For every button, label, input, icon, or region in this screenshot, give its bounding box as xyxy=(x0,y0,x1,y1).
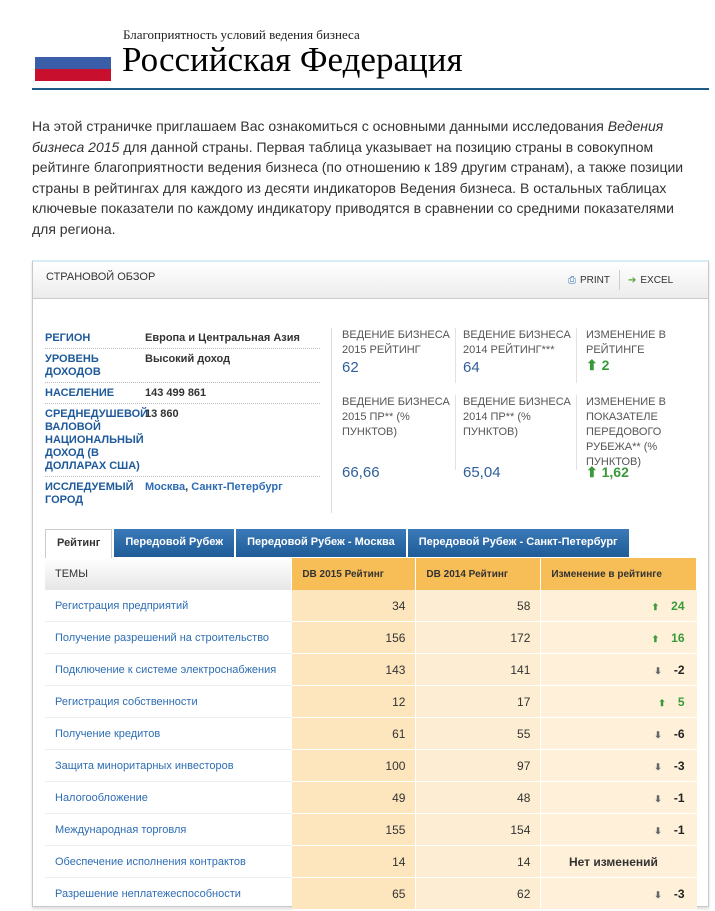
rank-2014: 62 xyxy=(416,878,541,910)
table-row xyxy=(45,686,697,718)
rankings-table xyxy=(45,558,697,910)
tab-bar xyxy=(45,529,631,558)
rank-2014: 58 xyxy=(416,590,541,622)
arrow-up-icon: ⬆ xyxy=(651,601,660,612)
arrow-down-icon: ⬇ xyxy=(654,825,662,836)
rank-2015: 12 xyxy=(292,686,416,718)
stat-block xyxy=(586,328,696,373)
topic-link[interactable]: Регистрация собственности xyxy=(45,686,292,718)
rank-change xyxy=(541,814,697,846)
divider xyxy=(455,328,456,383)
stat-value xyxy=(463,360,573,375)
arrow-right-icon: ➔ xyxy=(628,275,637,286)
rank-2014: 172 xyxy=(416,622,541,654)
stat-number: 62 xyxy=(342,359,359,376)
change-value: -1 xyxy=(673,822,685,837)
stat-number: 65,04 xyxy=(463,464,501,481)
divider xyxy=(455,395,456,470)
stat-number: 2 xyxy=(601,357,610,373)
excel-button[interactable] xyxy=(628,275,673,286)
rank-change xyxy=(541,590,697,622)
stat-label: ВЕДЕНИЕ БИЗНЕСА 2015 РЕЙТИНГ xyxy=(342,329,450,356)
intro-italic: Ведения бизнеса 2015 xyxy=(32,118,664,155)
arrow-up-icon: ⬆ xyxy=(651,633,660,644)
rank-change xyxy=(541,622,697,654)
stat-block xyxy=(342,395,452,481)
change-value: -3 xyxy=(673,758,685,773)
topic-link[interactable]: Международная торговля xyxy=(45,814,292,846)
stat-value xyxy=(342,360,452,375)
info-row xyxy=(45,349,320,383)
stat-label: ВЕДЕНИЕ БИЗНЕСА 2014 ПР** (% ПУНКТОВ) xyxy=(463,396,571,438)
change-value: 24 xyxy=(671,598,685,613)
print-button[interactable] xyxy=(568,275,610,286)
city-link-moscow[interactable]: Москва xyxy=(145,481,186,493)
arrow-up-icon: ⬆ xyxy=(586,357,602,373)
topic-link[interactable]: Регистрация предприятий xyxy=(45,590,292,622)
page-title: Российская Федерация xyxy=(122,40,463,79)
arrow-up-icon: ⬆ xyxy=(586,464,602,480)
column-header: DB 2014 Рейтинг xyxy=(416,558,541,590)
column-header: DB 2015 Рейтинг xyxy=(292,558,416,590)
arrow-down-icon: ⬇ xyxy=(654,793,662,804)
stat-block xyxy=(463,395,573,481)
rank-2014: 55 xyxy=(416,718,541,750)
print-label: PRINT xyxy=(580,275,610,286)
divider xyxy=(32,88,709,90)
table-row xyxy=(45,878,697,910)
info-value: Высокий доход xyxy=(145,353,231,365)
rank-2014: 14 xyxy=(416,846,541,878)
stat-label: ИЗМЕНЕНИЕ В РЕЙТИНГЕ xyxy=(586,329,666,356)
country-info xyxy=(45,328,320,510)
change-value: -1 xyxy=(673,790,685,805)
info-label: НАСЕЛЕНИЕ xyxy=(45,387,115,399)
topic-link[interactable]: Защита миноритарных инвесторов xyxy=(45,750,292,782)
rank-change xyxy=(541,654,697,686)
city-link-spb[interactable]: Санкт-Петербург xyxy=(191,481,283,493)
stat-value xyxy=(586,358,696,373)
topic-link[interactable]: Получение разрешений на строительство xyxy=(45,622,292,654)
divider xyxy=(331,328,332,513)
rank-2015: 49 xyxy=(292,782,416,814)
rank-2014: 48 xyxy=(416,782,541,814)
info-row xyxy=(45,477,320,510)
table-row xyxy=(45,750,697,782)
table-row xyxy=(45,782,697,814)
rank-2015: 100 xyxy=(292,750,416,782)
table-row xyxy=(45,718,697,750)
table-row xyxy=(45,814,697,846)
printer-icon: ⎙ xyxy=(568,275,576,286)
rank-2015: 143 xyxy=(292,654,416,686)
intro-text xyxy=(32,116,692,239)
change-value: 5 xyxy=(677,694,685,709)
info-label: РЕГИОН xyxy=(45,332,91,344)
arrow-up-icon: ⬆ xyxy=(658,697,666,708)
change-value: -3 xyxy=(673,886,685,901)
rank-2014: 154 xyxy=(416,814,541,846)
country-overview-panel xyxy=(32,260,709,907)
stat-value xyxy=(463,465,501,480)
info-label: СРЕДНЕДУШЕВОЙ ВАЛОВОЙ НАЦИОНАЛЬНЫЙ ДОХОД (В ДОЛЛАРАХ США) xyxy=(45,408,149,472)
stat-label: ВЕДЕНИЕ БИЗНЕСА 2015 ПР** (% ПУНКТОВ) xyxy=(342,396,450,438)
russia-flag xyxy=(35,45,111,81)
panel-title: СТРАНОВОЙ ОБЗОР xyxy=(46,271,156,283)
change-value: -6 xyxy=(673,726,685,741)
topic-link[interactable]: Подключение к системе электроснабжения xyxy=(45,654,292,686)
topic-link[interactable]: Получение кредитов xyxy=(45,718,292,750)
rank-2015: 61 xyxy=(292,718,416,750)
change-value: Нет изменений xyxy=(568,854,658,869)
stat-block xyxy=(342,328,452,375)
column-header: ТЕМЫ xyxy=(45,558,292,590)
separator xyxy=(619,270,620,290)
table-row xyxy=(45,654,697,686)
stat-block xyxy=(463,328,573,375)
table-row xyxy=(45,622,697,654)
table-row xyxy=(45,846,697,878)
topic-link[interactable]: Налогообложение xyxy=(45,782,292,814)
topic-link[interactable]: Разрешение неплатежеспособности xyxy=(45,878,292,910)
change-value: 16 xyxy=(671,630,685,645)
arrow-down-icon: ⬇ xyxy=(654,761,662,772)
rank-change xyxy=(541,782,697,814)
rank-2014: 141 xyxy=(416,654,541,686)
info-row xyxy=(45,404,320,477)
table-row xyxy=(45,590,697,622)
rank-change xyxy=(541,750,697,782)
rank-2014: 17 xyxy=(416,686,541,718)
stat-label: ИЗМЕНЕНИЕ В ПОКАЗАТЕЛЕ ПЕРЕДОВОГО РУБЕЖА** (% ПУНКТОВ) xyxy=(586,396,666,468)
tab-0[interactable]: Рейтинг xyxy=(45,529,112,558)
panel-header xyxy=(33,262,708,299)
intro-part: для данной страны. Первая таблица указывает на позицию страны в совокупном рейтинге благоприятности ведения бизнеса (по отношению к 189 другим странам), а также позиции страны в рейтингах для каждого из десяти индикаторов Ведения бизнеса. В остальных таблицах ключевые показатели по каждому индикатору приводятся в сравнении со средними показателями для региона. xyxy=(32,138,684,237)
info-value: Европа и Центральная Азия xyxy=(145,332,300,344)
rank-change xyxy=(541,718,697,750)
tab-3[interactable]: Передовой Рубеж - Санкт-Петербург xyxy=(408,529,629,557)
info-label: ИССЛЕДУЕМЫЙ ГОРОД xyxy=(45,481,134,506)
info-row xyxy=(45,383,320,404)
rank-2015: 65 xyxy=(292,878,416,910)
info-value: 143 499 861 xyxy=(145,387,207,399)
info-row xyxy=(45,328,320,349)
divider xyxy=(576,395,577,470)
rank-2014: 97 xyxy=(416,750,541,782)
stat-number: 64 xyxy=(463,359,480,376)
intro-part: На этой страничке приглашаем Вас ознакомиться с основными данными исследования xyxy=(32,118,608,134)
stat-value xyxy=(342,465,380,480)
excel-label: EXCEL xyxy=(640,275,674,286)
stat-value xyxy=(586,465,629,480)
column-header: Изменение в рейтинге xyxy=(541,558,697,590)
stat-block xyxy=(586,395,696,481)
arrow-down-icon: ⬇ xyxy=(654,889,662,900)
info-value xyxy=(145,481,283,507)
rank-change xyxy=(541,686,697,718)
rank-2015: 155 xyxy=(292,814,416,846)
rank-2015: 34 xyxy=(292,590,416,622)
arrow-down-icon: ⬇ xyxy=(654,665,662,676)
info-value: 13 860 xyxy=(145,408,179,420)
rank-2015: 14 xyxy=(292,846,416,878)
rank-2015: 156 xyxy=(292,622,416,654)
stat-label: ВЕДЕНИЕ БИЗНЕСА 2014 РЕЙТИНГ*** xyxy=(463,329,571,356)
tab-1[interactable]: Передовой Рубеж xyxy=(114,529,234,557)
topic-link[interactable]: Обеспечение исполнения контрактов xyxy=(45,846,292,878)
separator: , xyxy=(185,481,192,493)
stat-number: 66,66 xyxy=(342,464,380,481)
page-subtitle: Благоприятность условий ведения бизнеса xyxy=(123,27,360,42)
info-label: УРОВЕНЬ ДОХОДОВ xyxy=(45,353,101,378)
divider xyxy=(576,328,577,383)
tab-2[interactable]: Передовой Рубеж - Москва xyxy=(236,529,406,557)
rank-change xyxy=(541,878,697,910)
change-value: -2 xyxy=(673,662,685,677)
stat-number: 1,62 xyxy=(601,464,629,480)
rank-change xyxy=(541,846,697,878)
arrow-down-icon: ⬇ xyxy=(654,729,662,740)
